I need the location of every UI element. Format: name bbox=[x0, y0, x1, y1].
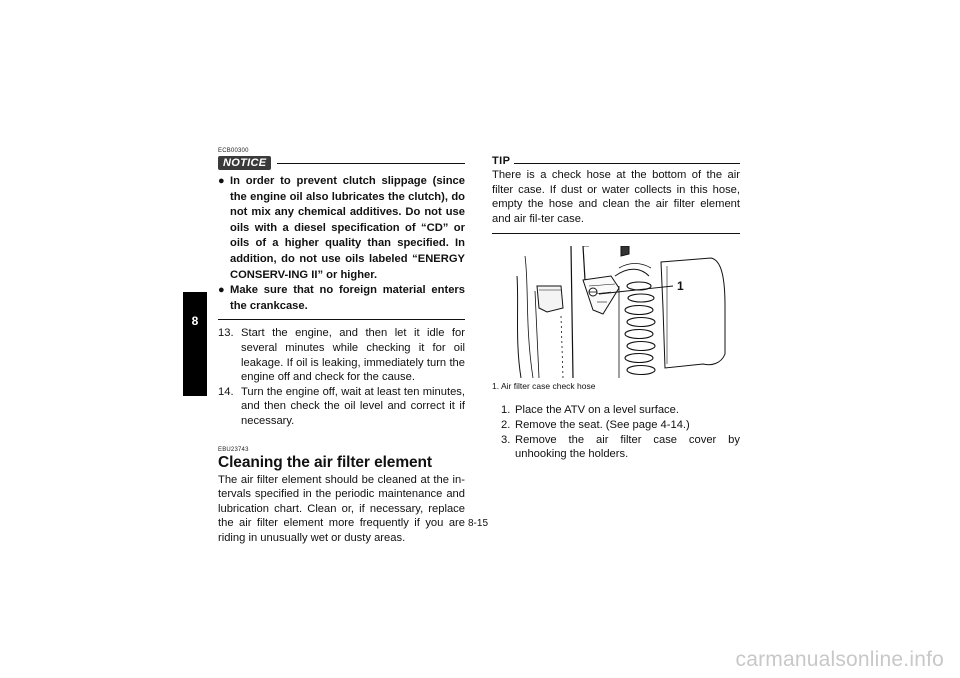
notice-end-rule bbox=[218, 319, 465, 320]
air-filter-figure bbox=[489, 246, 739, 378]
filter-steps-list bbox=[492, 403, 740, 461]
step-text: Turn the engine off, wait at least ten minutes, and then check the oil level and correct it if necessary. bbox=[241, 385, 465, 427]
watermark: carmanualsonline.info bbox=[735, 648, 944, 671]
step-text: Start the engine, and then let it idle for several minutes while checking it for oil leakage. If oil is leaking, immediately turn the engine off and check for the cause. bbox=[241, 327, 465, 384]
step-number: 1. bbox=[501, 404, 511, 417]
section-title: Cleaning the air filter element bbox=[218, 453, 432, 471]
step-number: 14. bbox=[218, 385, 234, 398]
notice-divider bbox=[277, 163, 465, 164]
page-number: 8-15 bbox=[468, 518, 489, 529]
bullet-icon: ● bbox=[218, 175, 225, 187]
section-body: The air filter element should be cleaned at the in-tervals specified in the periodic maintenance and lubrication chart. Clean or, if necessary, replace the air filter element more frequently if you are riding in unusually wet or dusty areas. bbox=[218, 473, 465, 544]
tip-header bbox=[492, 155, 740, 167]
notice-item bbox=[218, 174, 465, 283]
step-text: Place the ATV on a level surface. bbox=[515, 404, 679, 417]
bullet-icon: ● bbox=[218, 284, 225, 297]
notice-item-text: Make sure that no foreign material enters the crankcase. bbox=[230, 284, 465, 312]
notice-header bbox=[218, 156, 465, 170]
step-text: Remove the air filter case cover by unhooking the holders. bbox=[515, 433, 740, 461]
tip-text: There is a check hose at the bottom of the air filter case. If dust or water collects in this hose, empty the hose and clean the air filter element and air fil-ter case. bbox=[492, 169, 740, 225]
chapter-tab-number: 8 bbox=[191, 314, 199, 328]
chapter-tab bbox=[183, 292, 207, 396]
step-number: 13. bbox=[218, 327, 234, 340]
notice-item bbox=[218, 283, 465, 314]
step-number: 3. bbox=[501, 433, 511, 446]
notice-list bbox=[218, 174, 465, 314]
tip-divider bbox=[514, 163, 740, 164]
figure-caption: 1. Air filter case check hose bbox=[492, 381, 596, 392]
step-number: 2. bbox=[501, 418, 511, 431]
step-item bbox=[492, 433, 740, 462]
left-column bbox=[218, 148, 465, 545]
tip-end-rule bbox=[492, 233, 740, 234]
notice-code: ECB00300 bbox=[218, 148, 249, 154]
right-column bbox=[492, 155, 740, 462]
oil-steps-list bbox=[218, 326, 465, 428]
figure-callout-1: 1 bbox=[677, 279, 684, 294]
step-item bbox=[218, 326, 465, 384]
notice-item-text: In order to prevent clutch slippage (since the engine oil also lubricates the clutch), do not mix any chemical additives. Do not use oils with a diesel specification of “CD” or oils of a higher quality than specified. In addition, do not use oils labeled “ENERGY CONSERV-ING II” or higher. bbox=[230, 175, 465, 281]
section-code: EBU23743 bbox=[218, 446, 249, 453]
step-text: Remove the seat. (See page 4-14.) bbox=[515, 418, 690, 431]
step-item bbox=[492, 403, 740, 418]
tip-label: TIP bbox=[492, 155, 511, 167]
step-item bbox=[218, 385, 465, 429]
notice-badge: NOTICE bbox=[218, 156, 271, 170]
step-item bbox=[492, 418, 740, 433]
air-filter-illustration bbox=[489, 246, 739, 378]
